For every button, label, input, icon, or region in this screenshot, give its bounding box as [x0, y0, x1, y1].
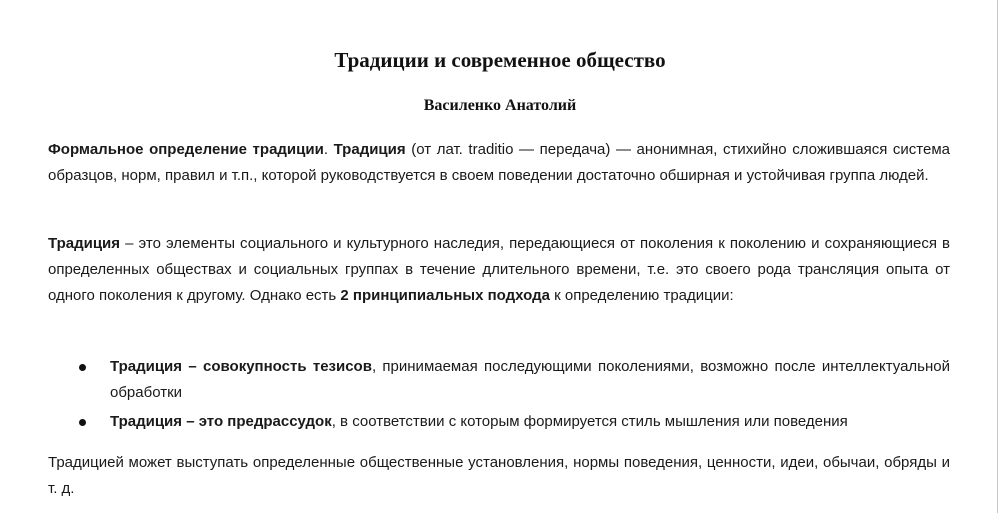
approaches-list — [0, 354, 1000, 438]
bullet-icon — [79, 364, 86, 371]
paragraph-tradition-definition — [48, 231, 950, 309]
list-item — [0, 409, 950, 435]
paragraph-tail: к определению традиции: — [549, 287, 734, 304]
list-item-text: , принимаемая последующими поколениями, возможно после интеллектуальной обработки — [110, 358, 950, 401]
term-tradition: Традиция — [333, 141, 406, 158]
term-tradition: Традиция — [48, 235, 121, 252]
bold-phrase-approaches: 2 принципиальных подхода — [340, 287, 550, 304]
list-item — [0, 354, 950, 406]
list-item-bold: Традиция – это предрассудок — [110, 413, 332, 430]
document-author: Василенко Анатолий — [423, 97, 577, 114]
paragraph-text: (от лат. traditio — передача) — анонимная, стихийно сложившаяся система образцов, норм, правил и т.п., которой руководствуется в своем поведении достаточно обширная и устойчивая группа людей. — [48, 141, 951, 184]
list-item-text: , в соответствии с которым формируется стиль мышления или поведения — [331, 413, 848, 430]
document-title: Традиции и современное общество — [334, 48, 666, 72]
bullet-icon — [79, 419, 86, 426]
paragraph-formal-definition — [48, 137, 950, 189]
paragraph-examples: Традицией может выступать определенные общественные установления, нормы поведения, ценности, идеи, обычаи, обряды и т. д. — [48, 454, 950, 497]
list-item-bold: Традиция – совокупность тезисов — [110, 358, 372, 375]
paragraph-text: – это элементы социального и культурного наследия, передающиеся от поколения к поколению и сохраняющиеся в определенных обществах и социальных группах в течение длительного времени, т.е. это своего рода трансляция опыта от одного поколения к другому. Однако есть — [48, 235, 950, 304]
term-separator: . — [323, 141, 334, 158]
term-formal-definition: Формальное определение традиции — [48, 141, 324, 158]
